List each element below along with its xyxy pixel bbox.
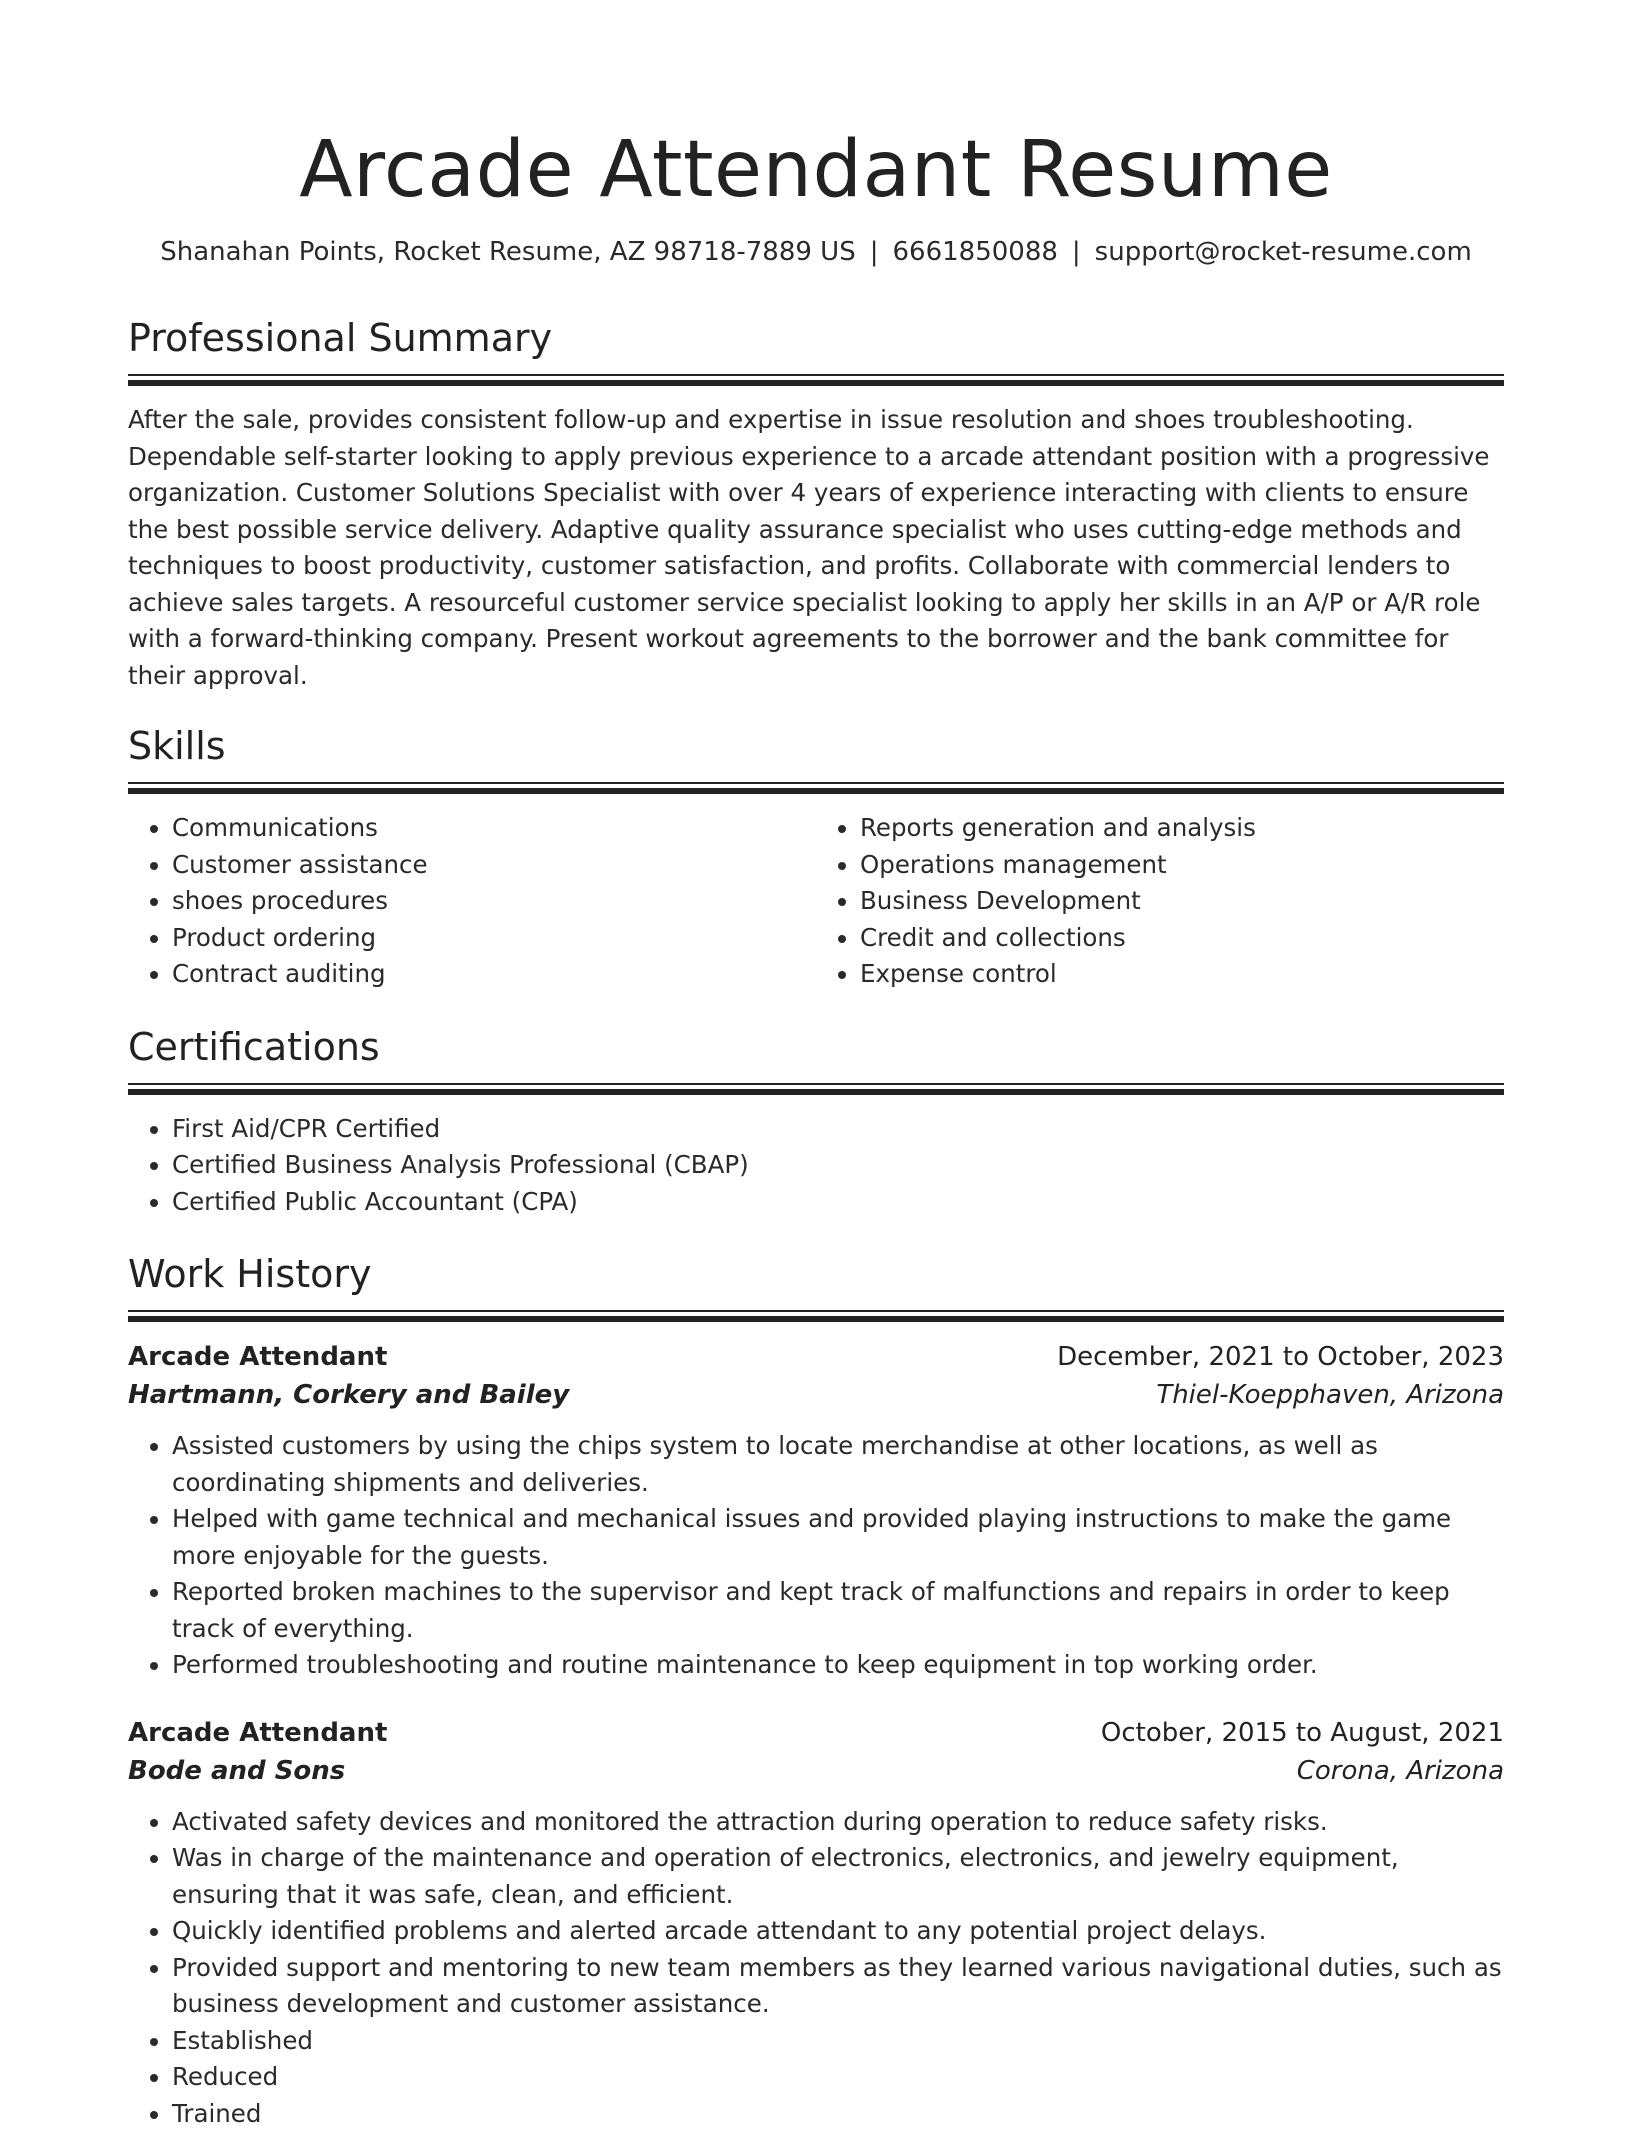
job-dates: December, 2021 to October, 2023	[1057, 1338, 1504, 1376]
certification-item: • First Aid/CPR Certified	[172, 1111, 1504, 1148]
skill-item: • Credit and collections	[860, 920, 1504, 957]
summary-section	[128, 314, 1504, 694]
skill-item: • Business Development	[860, 883, 1504, 920]
skills-list-left	[128, 810, 816, 993]
work-history-section	[128, 1250, 1504, 2132]
skills-section	[128, 722, 1504, 993]
job-dates: October, 2015 to August, 2021	[1101, 1714, 1504, 1752]
skills-list-right	[816, 810, 1504, 993]
job-bullet: • Performed troubleshooting and routine maintenance to keep equipment in top working order.	[172, 1647, 1504, 1684]
skill-item: • Communications	[172, 810, 816, 847]
job-header	[128, 1714, 1504, 1752]
resume-title: Arcade Attendant Resume	[128, 0, 1504, 218]
resume-page	[128, 0, 1504, 2132]
skills-columns	[128, 810, 1504, 993]
certification-item: • Certified Public Accountant (CPA)	[172, 1184, 1504, 1221]
job-company: Hartmann, Corkery and Bailey	[128, 1376, 569, 1414]
certifications-list	[128, 1111, 1504, 1221]
section-divider	[128, 1083, 1504, 1095]
job-company: Bode and Sons	[128, 1752, 345, 1790]
job-subheader	[128, 1376, 1504, 1414]
job-bullets	[128, 1804, 1504, 2132]
job-entry	[128, 1338, 1504, 1684]
job-bullet: • Activated safety devices and monitored the attraction during operation to reduce safety risks.	[172, 1804, 1504, 1841]
section-divider	[128, 782, 1504, 794]
job-location: Thiel-Koepphaven, Arizona	[1156, 1376, 1504, 1414]
contact-email: support@rocket-resume.com	[1095, 237, 1472, 267]
skill-item: • shoes procedures	[172, 883, 816, 920]
job-location: Corona, Arizona	[1297, 1752, 1504, 1790]
skill-item: • Expense control	[860, 956, 1504, 993]
job-title: Arcade Attendant	[128, 1714, 387, 1752]
skill-item: • Product ordering	[172, 920, 816, 957]
job-bullet: • Provided support and mentoring to new team members as they learned various navigational duties, such as business development and customer assistance.	[172, 1950, 1504, 2023]
section-divider	[128, 374, 1504, 386]
job-title: Arcade Attendant	[128, 1338, 387, 1376]
section-heading-certifications: Certifications	[128, 1023, 1504, 1071]
job-bullet: • Reduced	[172, 2059, 1504, 2096]
contact-address: Shanahan Points, Rocket Resume, AZ 98718-7889 US	[160, 237, 856, 267]
skill-item: • Customer assistance	[172, 847, 816, 884]
job-subheader	[128, 1752, 1504, 1790]
summary-text: After the sale, provides consistent follow-up and expertise in issue resolution and shoes troubleshooting. Dependable self-starter looking to apply previous experience to a arcade attendant position with a progressive organization. Customer Solutions Specialist with over 4 years of experience interacting with clients to ensure the best possible service delivery. Adaptive quality assurance specialist who uses cutting-edge methods and techniques to boost productivity, customer satisfaction, and profits. Collaborate with commercial lenders to achieve sales targets. A resourceful customer service specialist looking to apply her skills in an A/P or A/R role with a forward-thinking company. Present workout agreements to the borrower and the bank committee for their approval.	[128, 402, 1504, 694]
section-heading-summary: Professional Summary	[128, 314, 1504, 362]
job-header	[128, 1338, 1504, 1376]
job-bullet: • Helped with game technical and mechanical issues and provided playing instructions to make the game more enjoyable for the guests.	[172, 1501, 1504, 1574]
job-bullet: • Assisted customers by using the chips system to locate merchandise at other locations, as well as coordinating shipments and deliveries.	[172, 1428, 1504, 1501]
section-heading-skills: Skills	[128, 722, 1504, 770]
certifications-section	[128, 1023, 1504, 1221]
contact-line	[128, 234, 1504, 270]
job-bullets	[128, 1428, 1504, 1684]
job-bullet: • Trained	[172, 2096, 1504, 2132]
job-bullet: • Quickly identified problems and alerted arcade attendant to any potential project delays.	[172, 1913, 1504, 1950]
contact-separator: |	[870, 234, 879, 270]
section-heading-work-history: Work History	[128, 1250, 1504, 1298]
job-bullet: • Was in charge of the maintenance and operation of electronics, electronics, and jewelry equipment, ensuring that it was safe, clean, and efficient.	[172, 1840, 1504, 1913]
skill-item: • Operations management	[860, 847, 1504, 884]
skill-item: • Reports generation and analysis	[860, 810, 1504, 847]
certification-item: • Certified Business Analysis Professional (CBAP)	[172, 1147, 1504, 1184]
job-bullet: • Established	[172, 2023, 1504, 2060]
contact-phone: 6661850088	[892, 237, 1057, 267]
skill-item: • Contract auditing	[172, 956, 816, 993]
section-divider	[128, 1310, 1504, 1322]
job-bullet: • Reported broken machines to the supervisor and kept track of malfunctions and repairs in order to keep track of everything.	[172, 1574, 1504, 1647]
contact-separator: |	[1072, 234, 1081, 270]
job-entry	[128, 1714, 1504, 2132]
